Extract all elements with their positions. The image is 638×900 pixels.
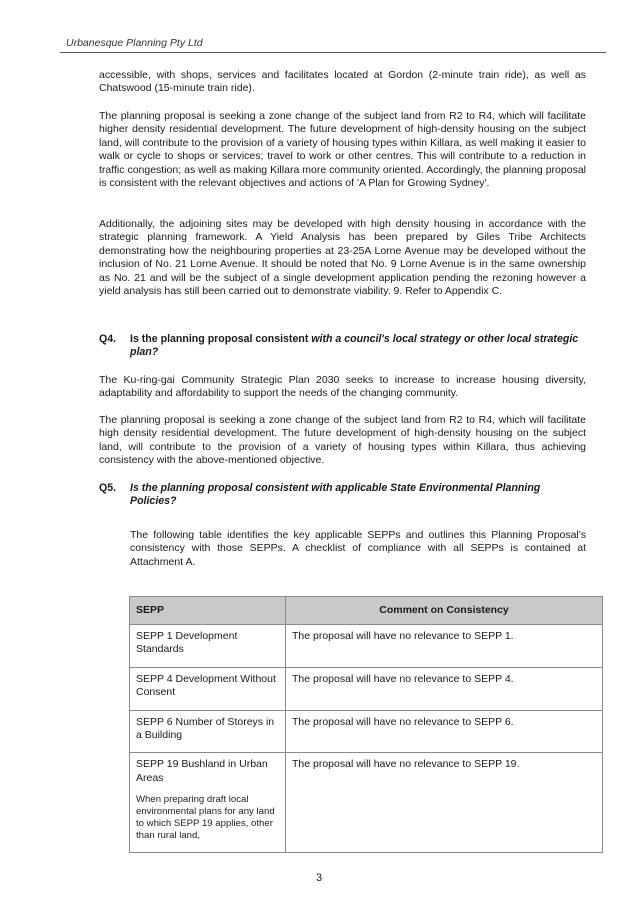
comment-cell: The proposal will have no relevance to SEPP 1.	[286, 625, 603, 668]
sepp-cell: SEPP 6 Number of Storeys in a Building	[130, 710, 286, 753]
question-number: Q5.	[99, 482, 117, 494]
question-text: Is the planning proposal consistent with applicable State Environmental Planning Policies?	[130, 482, 541, 508]
paragraph: Additionally, the adjoining sites may be developed with high density housing in accordance with the strategic planning framework. A Yield Analysis has been prepared by Giles Tribe Architects demonstrating how the neighbouring properties at 23-25A Lorne Avenue may be developed without the inclusion of No. 21 Lorne Avenue. It should be noted that No. 9 Lorne Avenue is in the same ownership as No. 21 and will be the subject of a single development application pending the rezoning however a yield analysis has still been carried out to demonstrate viability. 9. Refer to Appendix C.	[99, 218, 586, 298]
sepp-cell: SEPP 1 Development Standards	[130, 625, 286, 668]
page-number: 3	[315, 872, 323, 884]
header-divider	[60, 52, 606, 53]
table-row	[130, 753, 603, 853]
sepp-table	[129, 596, 603, 853]
comment-cell: The proposal will have no relevance to SEPP 6.	[286, 710, 603, 753]
column-header-sepp: SEPP	[130, 597, 286, 625]
sepp-name: SEPP 19 Bushland in Urban Areas	[136, 758, 268, 784]
paragraph: The planning proposal is seeking a zone change of the subject land from R2 to R4, which will facilitate higher density residential development. The future development of high-density housing on the subject land, will contribute to the provision of a variety of housing types within Killara, as well making it easier to walk or cycle to shops or services; travel to work or other centres. This will contribute to a reduction in traffic congestion; as well as making Killara more community oriented. Accordingly, the planning proposal is consistent with the relevant objectives and actions of 'A Plan for Growing Sydney'.	[99, 110, 586, 190]
sepp-note: When preparing draft local environmental plans for any land to which SEPP 19 applies, other than rural land,	[136, 794, 275, 842]
table-row	[130, 667, 603, 710]
comment-cell: The proposal will have no relevance to SEPP 19.	[286, 753, 603, 853]
paragraph: accessible, with shops, services and facilitates located at Gordon (2-minute train ride), as well as Chatswood (15-minute train ride).	[99, 69, 586, 95]
table-header-row	[130, 597, 603, 625]
sepp-cell	[130, 753, 286, 853]
table-row	[130, 625, 603, 668]
document-header: Urbanesque Planning Pty Ltd	[66, 37, 203, 49]
question-q4	[99, 333, 586, 360]
paragraph: The following table identifies the key applicable SEPPs and outlines this Planning Proposal's consistency with those SEPPs. A checklist of compliance with all SEPPs is contained at Attachment A.	[130, 529, 586, 568]
question-q5	[99, 482, 586, 509]
paragraph: The planning proposal is seeking a zone change of the subject land from R2 to R4, which will facilitate high density residential development. The future development of high-density housing on the subject land, will contribute to the provision of a variety of housing types within Killara, thus achieving consistency with the above-mentioned objective.	[99, 414, 586, 467]
table-row	[130, 710, 603, 753]
question-number: Q4.	[99, 333, 117, 345]
question-text: Is the planning proposal consistent with a council's local strategy or other local strategic plan?	[130, 333, 579, 359]
comment-cell: The proposal will have no relevance to SEPP 4.	[286, 667, 603, 710]
column-header-comment: Comment on Consistency	[286, 597, 603, 625]
sepp-cell: SEPP 4 Development Without Consent	[130, 667, 286, 710]
paragraph: The Ku-ring-gai Community Strategic Plan 2030 seeks to increase to increase housing diversity, adaptability and affordability to support the needs of the changing community.	[99, 374, 586, 400]
